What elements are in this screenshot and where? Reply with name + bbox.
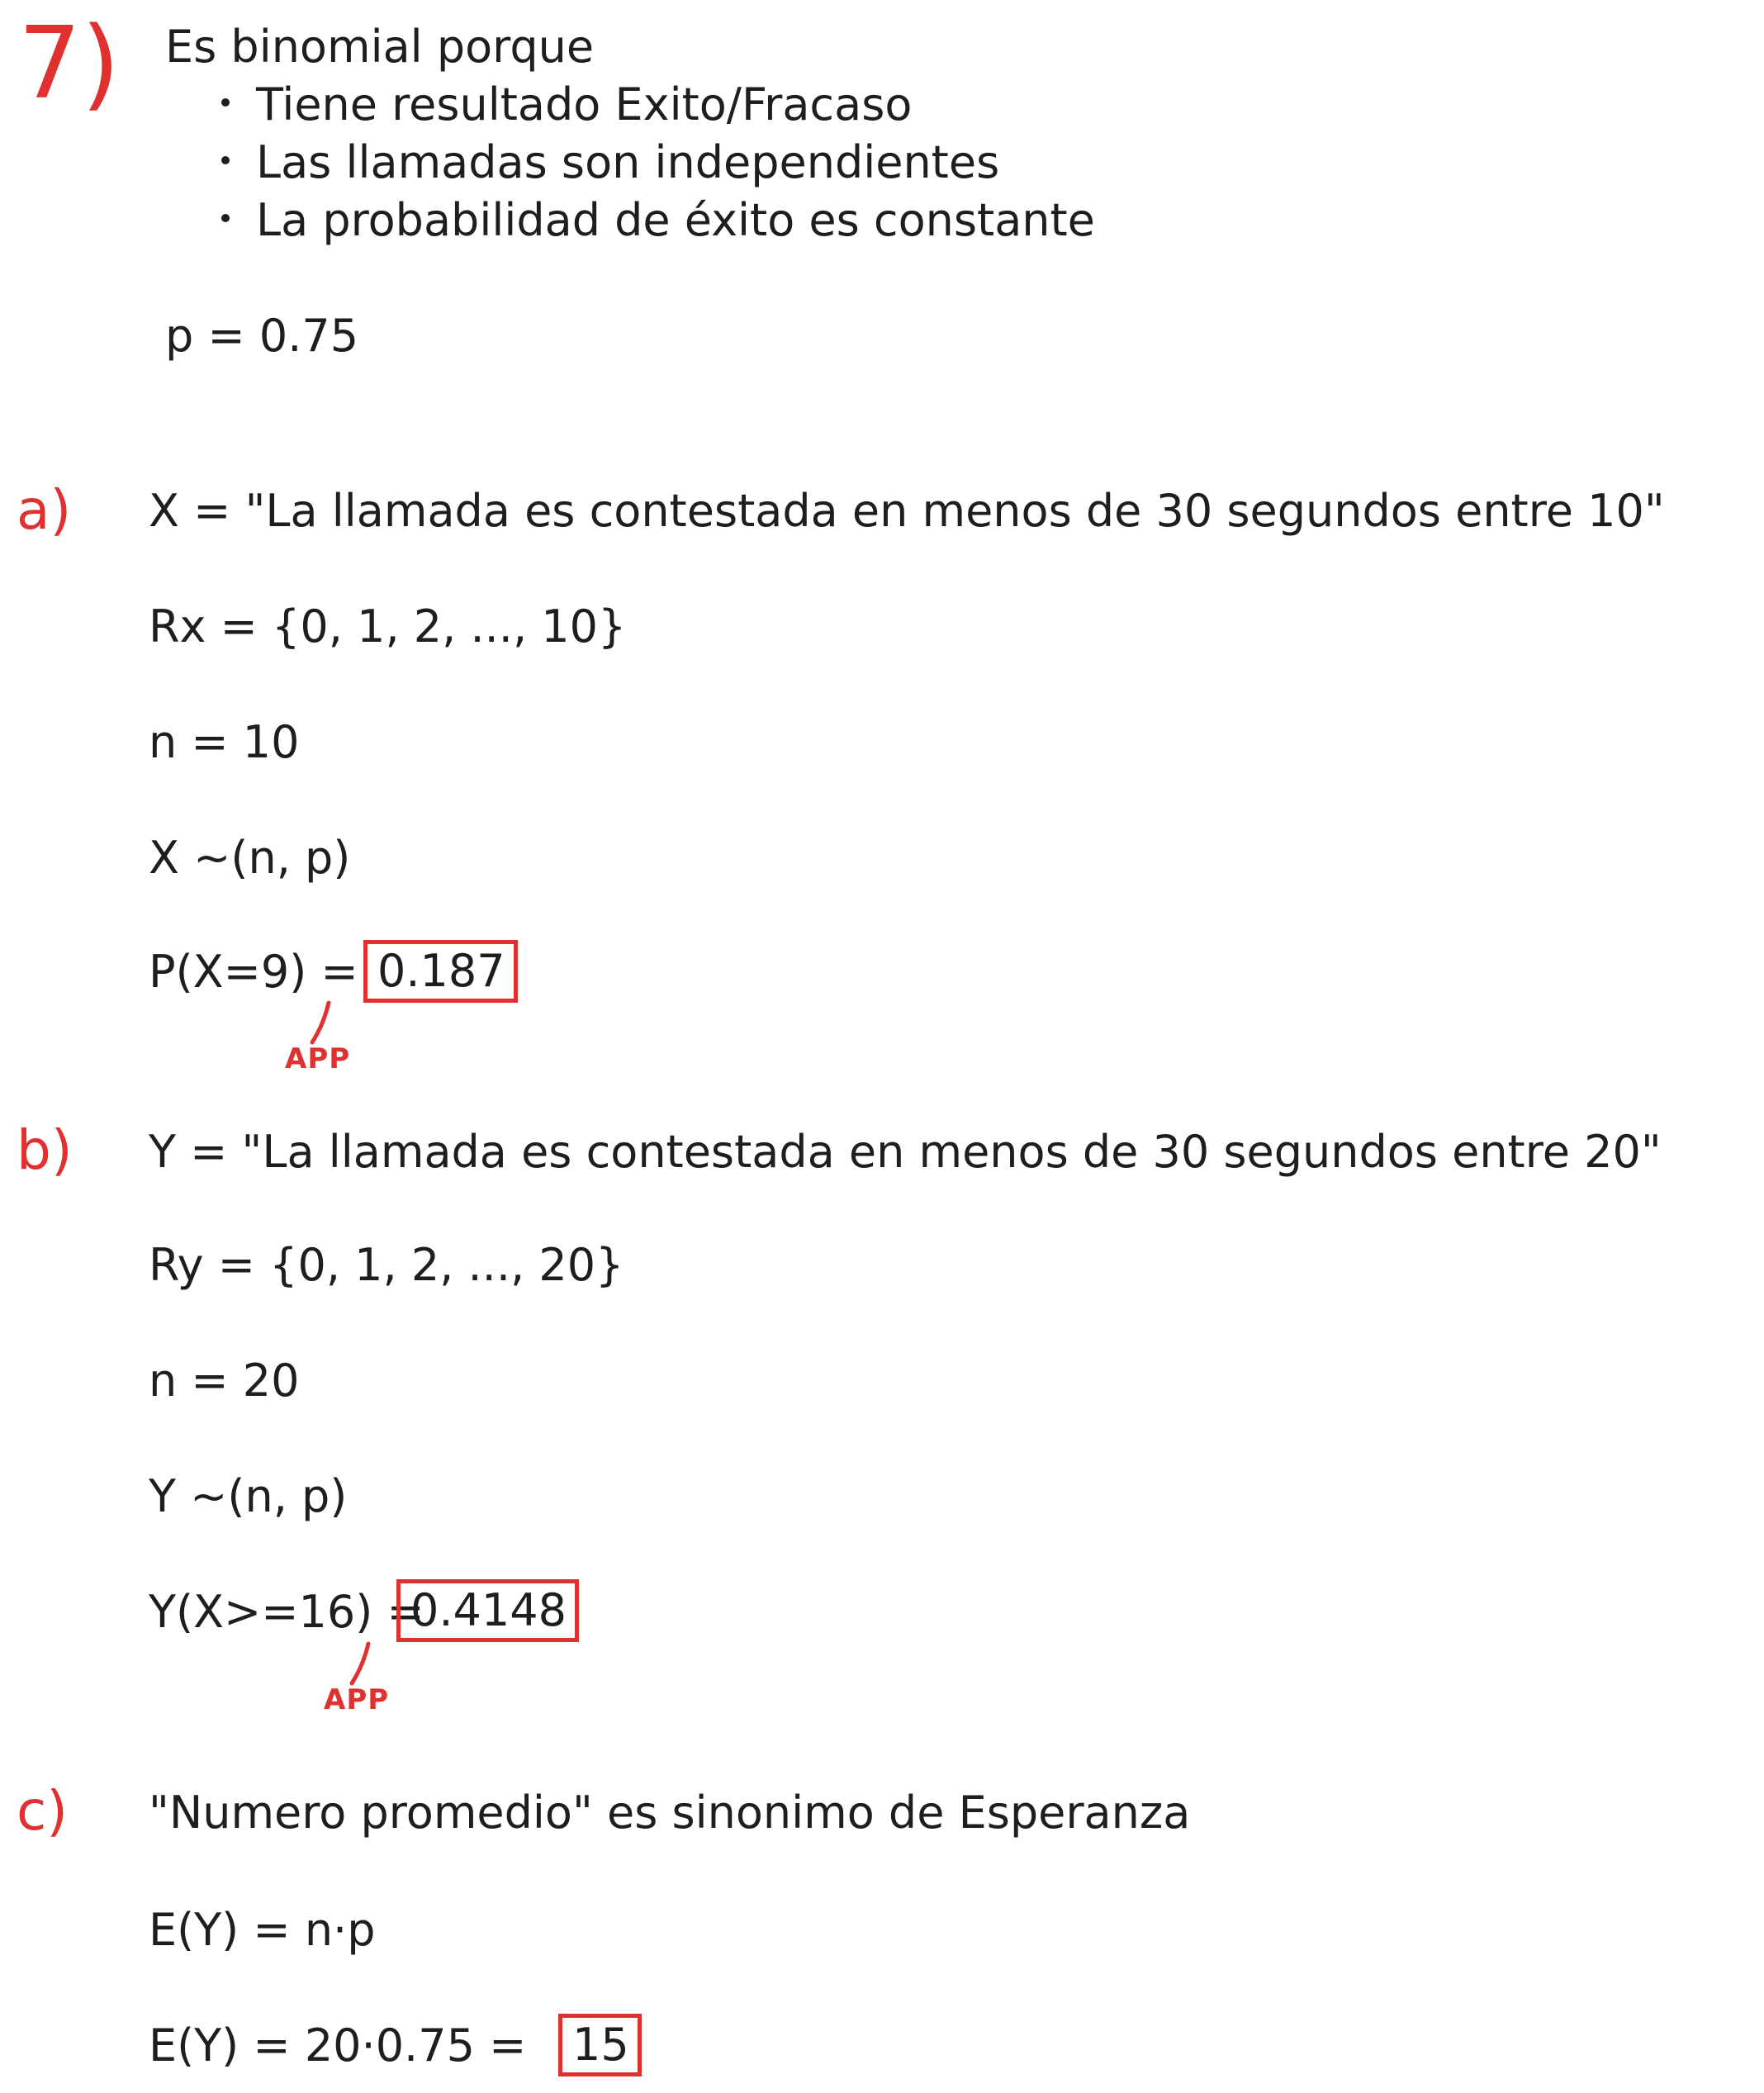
part-a-n: n = 10 bbox=[149, 716, 300, 768]
part-a-distribution: X ~(n, p) bbox=[149, 832, 351, 884]
part-b-definition: Y = "La llamada es contestada en menos de 30 segundos entre 20" bbox=[149, 1126, 1662, 1178]
bullet-item bbox=[221, 194, 1095, 246]
probability-p: p = 0.75 bbox=[165, 310, 359, 362]
part-c-label: c) bbox=[17, 1779, 69, 1843]
part-b-distribution: Y ~(n, p) bbox=[149, 1470, 348, 1522]
bullet-dot-icon bbox=[221, 98, 230, 107]
part-a-label: a) bbox=[17, 478, 72, 542]
bullet-text: Las llamadas son independientes bbox=[256, 136, 1000, 188]
part-a-answer-box: 0.187 bbox=[363, 940, 518, 1003]
problem-number: 7) bbox=[18, 7, 121, 121]
part-c-formula: E(Y) = n·p bbox=[149, 1904, 376, 1956]
part-a-pointer-icon bbox=[306, 999, 339, 1049]
bullet-text: La probabilidad de éxito es constante bbox=[256, 194, 1095, 246]
part-b-answer-box: 0.4148 bbox=[396, 1579, 579, 1642]
part-c-calc-label: E(Y) = 20·0.75 = bbox=[149, 2019, 527, 2072]
bullet-text: Tiene resultado Exito/Fracaso bbox=[256, 78, 913, 131]
part-b-app-note: APP bbox=[324, 1683, 390, 1716]
part-c-answer-box: 15 bbox=[558, 2014, 642, 2076]
part-a-prob-label: P(X=9) = bbox=[149, 946, 358, 998]
bullet-dot-icon bbox=[221, 214, 230, 222]
part-c-text: "Numero promedio" es sinonimo de Esperanza bbox=[149, 1787, 1191, 1839]
part-b-pointer-icon bbox=[345, 1640, 378, 1690]
problem-intro: Es binomial porque bbox=[165, 21, 595, 73]
part-a-definition: X = "La llamada es contestada en menos de 30 segundos entre 10" bbox=[149, 485, 1665, 537]
part-b-prob-label: Y(X>=16) = bbox=[149, 1586, 424, 1638]
bullet-item bbox=[221, 78, 913, 131]
part-b-n: n = 20 bbox=[149, 1355, 300, 1407]
part-b-range: Ry = {0, 1, 2, ..., 20} bbox=[149, 1239, 624, 1291]
part-a-range: Rx = {0, 1, 2, ..., 10} bbox=[149, 600, 627, 653]
part-a-app-note: APP bbox=[285, 1042, 351, 1075]
bullet-dot-icon bbox=[221, 156, 230, 164]
part-b-label: b) bbox=[17, 1118, 73, 1182]
bullet-item bbox=[221, 136, 1000, 188]
